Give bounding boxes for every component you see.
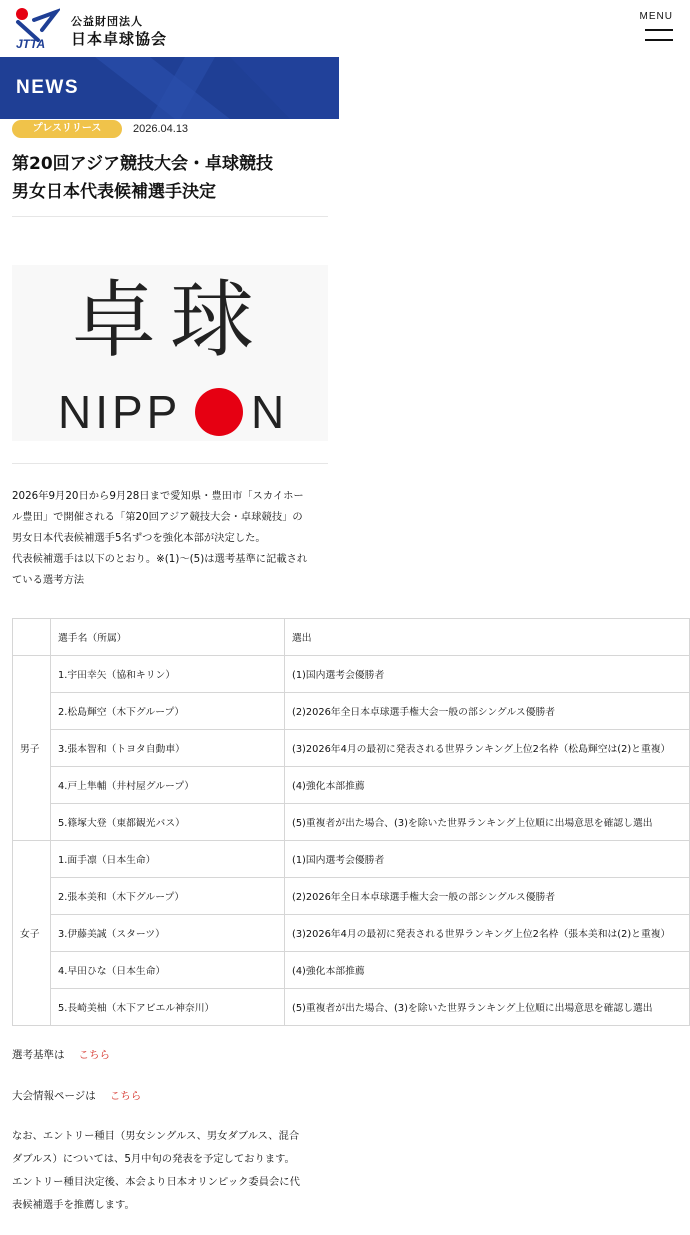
svg-text:JTTA: JTTA <box>16 37 46 50</box>
table-row <box>13 989 690 1026</box>
event-link-row <box>12 1088 141 1103</box>
hero-kanji: 卓球 <box>71 271 269 369</box>
body-line: ル豊田」で開催される「第20回アジア競技大会・卓球競技」の <box>12 511 303 523</box>
table-row <box>13 952 690 989</box>
hero-image <box>12 265 328 441</box>
menu-label[interactable]: MENU <box>639 11 673 22</box>
table-row <box>13 915 690 952</box>
body-line: 代表候補選手は以下のとおり。※(1)〜(5)は選考基準に記載され <box>12 553 308 565</box>
table-header-row <box>13 619 690 656</box>
selection-cell: (3)2026年4月の最初に発表される世界ランキング上位2名枠（張本美和は(2)と重複） <box>285 915 690 952</box>
hero-n: N <box>251 386 285 438</box>
table-row <box>13 767 690 804</box>
criteria-label: 選考基準は <box>12 1049 65 1061</box>
hamburger-menu-icon[interactable] <box>645 29 673 41</box>
note-line: エントリー種目決定後、本会より日本オリンピック委員会に代 <box>12 1176 300 1188</box>
player-cell: 2.松島輝空（木下グループ） <box>51 693 285 730</box>
body-line: 2026年9月20日から9月28日まで愛知県・豊田市「スカイホー <box>12 490 304 502</box>
event-info-link[interactable]: こちら <box>109 1090 142 1102</box>
player-cell: 1.面手凛（日本生命） <box>51 841 285 878</box>
table-row <box>13 730 690 767</box>
criteria-link-row <box>12 1047 110 1062</box>
org-name[interactable]: 日本卓球協会 <box>71 30 168 48</box>
article-title <box>12 150 332 206</box>
note-line: ダブルス）については、5月中旬の発表を予定しております。 <box>12 1153 295 1165</box>
category-badge: プレスリリース <box>12 120 122 138</box>
group-men: 男子 <box>13 656 51 841</box>
player-cell: 4.早田ひな（日本生命） <box>51 952 285 989</box>
header-player: 選手名（所属） <box>51 619 285 656</box>
selection-cell: (4)強化本部推薦 <box>285 767 690 804</box>
news-banner <box>0 57 339 119</box>
player-cell: 3.伊藤美誠（スターツ） <box>51 915 285 952</box>
player-cell: 3.張本智和（トヨタ自動車） <box>51 730 285 767</box>
player-cell: 5.長崎美柚（木下アビエル神奈川） <box>51 989 285 1026</box>
player-cell: 1.宇田幸矢（協和キリン） <box>51 656 285 693</box>
title-line-2: 男女日本代表候補選手決定 <box>12 182 216 202</box>
entry-note <box>12 1125 332 1217</box>
section-title: NEWS <box>16 77 79 98</box>
selection-cell: (2)2026年全日本卓球選手権大会一般の部シングルス優勝者 <box>285 878 690 915</box>
selection-cell: (3)2026年4月の最初に発表される世界ランキング上位2名枠（松島輝空は(2)と重複） <box>285 730 690 767</box>
note-line: なお、エントリー種目（男女シングルス、男女ダブルス、混合 <box>12 1130 300 1142</box>
criteria-link[interactable]: こちら <box>78 1049 110 1061</box>
note-line: 表候補選手を推薦します。 <box>12 1199 135 1211</box>
event-label: 大会情報ページは <box>12 1090 96 1102</box>
rising-sun-icon <box>195 388 243 436</box>
title-line-1: 第20回アジア競技大会・卓球競技 <box>12 154 273 174</box>
player-cell: 5.篠塚大登（東都観光バス） <box>51 804 285 841</box>
table-corner <box>13 619 51 656</box>
body-line: 男女日本代表候補選手5名ずつを強化本部が決定した。 <box>12 532 266 544</box>
player-cell: 2.張本美和（木下グループ） <box>51 878 285 915</box>
divider <box>12 463 328 464</box>
table-row <box>13 878 690 915</box>
selection-table <box>12 618 690 1026</box>
selection-cell: (1)国内選考会優勝者 <box>285 656 690 693</box>
publish-date: 2026.04.13 <box>133 123 189 135</box>
body-line: ている選考方法 <box>12 574 85 586</box>
divider <box>12 216 328 217</box>
selection-cell: (5)重複者が出た場合、(3)を除いた世界ランキング上位順に出場意思を確認し選出 <box>285 989 690 1026</box>
selection-cell: (4)強化本部推薦 <box>285 952 690 989</box>
article-body <box>12 486 330 591</box>
site-header <box>0 0 690 57</box>
selection-cell: (5)重複者が出た場合、(3)を除いた世界ランキング上位順に出場意思を確認し選出 <box>285 804 690 841</box>
group-women: 女子 <box>13 841 51 1026</box>
selection-cell: (2)2026年全日本卓球選手権大会一般の部シングルス優勝者 <box>285 693 690 730</box>
org-type: 公益財団法人 <box>71 15 143 28</box>
header-selection: 選出 <box>285 619 690 656</box>
table-row <box>13 693 690 730</box>
jtta-logo[interactable] <box>14 6 60 50</box>
player-cell: 4.戸上隼輔（井村屋グループ） <box>51 767 285 804</box>
hero-nipp: NIPP <box>58 386 182 438</box>
selection-cell: (1)国内選考会優勝者 <box>285 841 690 878</box>
table-row <box>13 841 690 878</box>
table-row <box>13 804 690 841</box>
table-row <box>13 656 690 693</box>
